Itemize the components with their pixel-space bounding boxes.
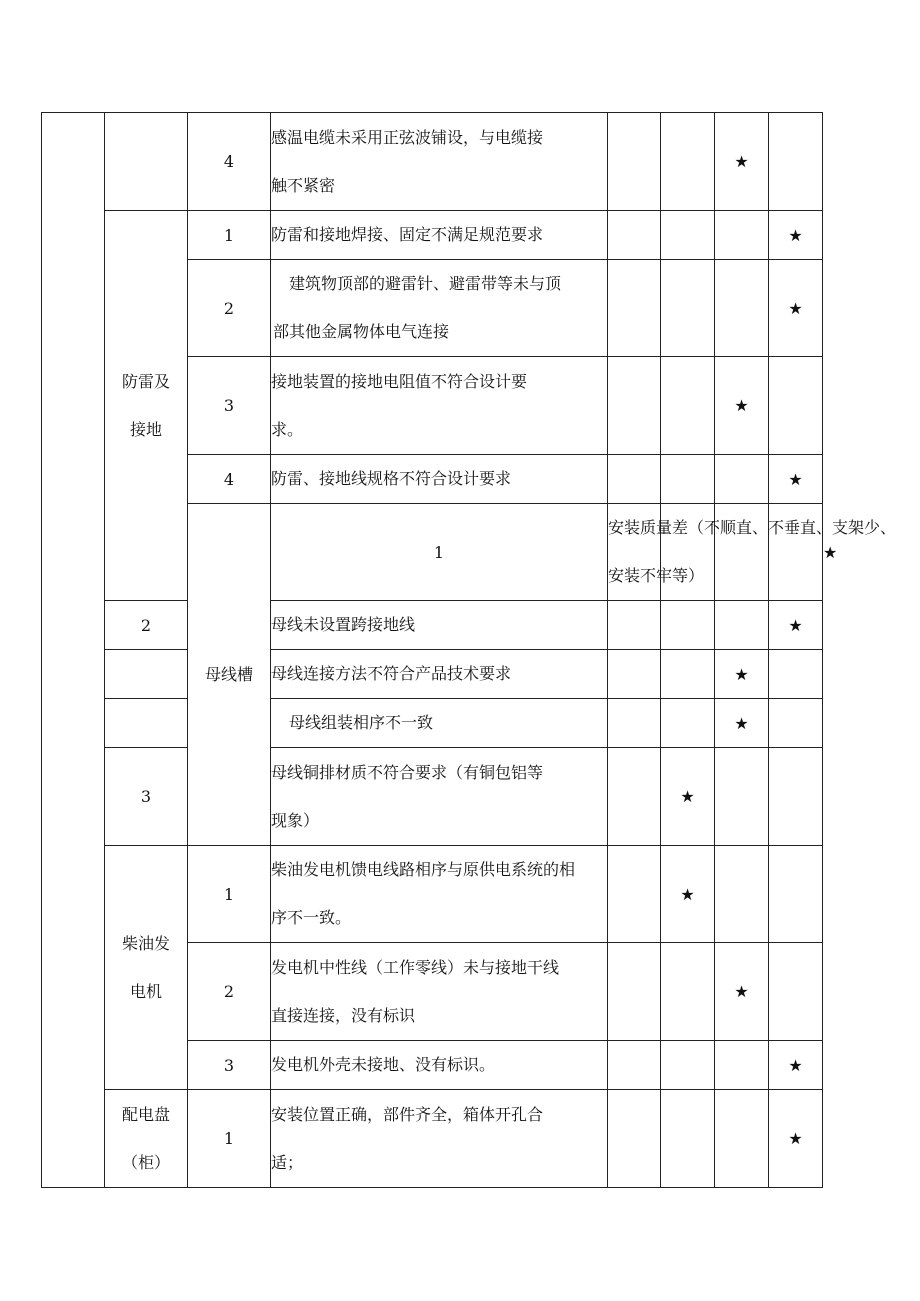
- rating-col-4: [769, 650, 823, 699]
- rating-col-1: [608, 650, 661, 699]
- rating-col-1: [608, 943, 661, 1041]
- rating-col-2: ★: [661, 846, 715, 943]
- item-description: 母线连接方法不符合产品技术要求: [271, 650, 608, 699]
- item-number: 2: [188, 260, 271, 357]
- item-description: 柴油发电机馈电线路相序与原供电系统的相 序不一致。: [271, 846, 608, 943]
- rating-col-3: ★: [715, 650, 769, 699]
- rating-col-2: [661, 1090, 715, 1188]
- rating-col-1: [608, 357, 661, 455]
- rating-col-2: [661, 357, 715, 455]
- item-number: 1: [188, 846, 271, 943]
- rating-col-4: [769, 113, 823, 211]
- category-lightning-grounding: 防雷及 接地: [105, 211, 188, 601]
- rating-col-2: [661, 1041, 715, 1090]
- item-description: 安装质量差（不顺直、不垂直、支架少、 安装不牢等）: [608, 504, 661, 601]
- rating-col-2: [661, 601, 715, 650]
- category-distribution-panel: 配电盘 （柜）: [105, 1090, 188, 1188]
- rating-col-4: ★: [769, 601, 823, 650]
- table-row: [42, 650, 823, 699]
- rating-col-1: [608, 113, 661, 211]
- rating-col-3: [715, 211, 769, 260]
- rating-col-4: ★: [769, 260, 823, 357]
- rating-col-3: [715, 260, 769, 357]
- item-description: 建筑物顶部的避雷针、避雷带等未与顶 部其他金属物体电气连接: [271, 260, 608, 357]
- rating-col-4: [769, 699, 823, 748]
- item-description: 感温电缆未采用正弦波铺设，与电缆接 触不紧密: [271, 113, 608, 211]
- rating-col-2: [661, 113, 715, 211]
- table-row: 母线槽 1 安装质量差（不顺直、不垂直、支架少、 安装不牢等） ★: [42, 504, 823, 601]
- item-number: [105, 650, 188, 699]
- rating-col-1: [608, 260, 661, 357]
- rating-col-2: [661, 699, 715, 748]
- rating-col-4: [769, 846, 823, 943]
- table-row: [42, 699, 823, 748]
- rating-col-1: [608, 699, 661, 748]
- rating-col-3: [715, 455, 769, 504]
- rating-col-3: [715, 748, 769, 846]
- item-description: 母线组装相序不一致: [271, 699, 608, 748]
- item-description: 接地装置的接地电阻值不符合设计要 求。: [271, 357, 608, 455]
- category-diesel-generator: 柴油发 电机: [105, 846, 188, 1090]
- table-row: [42, 1090, 823, 1188]
- rating-col-2: [661, 650, 715, 699]
- rating-col-1: [608, 211, 661, 260]
- rating-col-3: ★: [715, 357, 769, 455]
- item-description: 防雷和接地焊接、固定不满足规范要求: [271, 211, 608, 260]
- rating-col-4: ★: [769, 1090, 823, 1188]
- item-number: 1: [271, 504, 608, 601]
- item-description: 母线未设置跨接地线: [271, 601, 608, 650]
- rating-col-3: ★: [715, 113, 769, 211]
- item-number: 1: [188, 1090, 271, 1188]
- rating-col-2: [661, 943, 715, 1041]
- item-number: 2: [105, 601, 188, 650]
- rating-col-3: [715, 1090, 769, 1188]
- rating-col-1: [608, 1041, 661, 1090]
- item-description: 发电机外壳未接地、没有标识。: [271, 1041, 608, 1090]
- item-number: 4: [188, 455, 271, 504]
- rating-col-4: [769, 357, 823, 455]
- item-description: 防雷、接地线规格不符合设计要求: [271, 455, 608, 504]
- rating-col-3: [715, 1041, 769, 1090]
- item-description: 安装位置正确，部件齐全，箱体开孔合 适；: [271, 1090, 608, 1188]
- rating-col-1: [608, 748, 661, 846]
- rating-col-4: ★: [769, 1041, 823, 1090]
- item-number: 2: [188, 943, 271, 1041]
- item-number: 3: [105, 748, 188, 846]
- table-row: [42, 748, 823, 846]
- item-number: 1: [188, 211, 271, 260]
- table-row: [42, 601, 823, 650]
- rating-col-1: [608, 846, 661, 943]
- rating-col-2: [661, 211, 715, 260]
- rating-col-4: ★: [769, 211, 823, 260]
- rating-col-2: [661, 260, 715, 357]
- category-cell-empty: [105, 113, 188, 211]
- rating-col-3: [715, 601, 769, 650]
- rating-col-3: ★: [715, 943, 769, 1041]
- item-number: 3: [188, 357, 271, 455]
- category-busway: 母线槽: [188, 504, 271, 846]
- rating-col-3: [715, 846, 769, 943]
- rating-col-1: [608, 455, 661, 504]
- table-row: [42, 211, 823, 260]
- item-description: 发电机中性线（工作零线）未与接地干线 直接连接，没有标识: [271, 943, 608, 1041]
- rating-col-4: [769, 748, 823, 846]
- rating-col-3: ★: [715, 699, 769, 748]
- rating-col-4: ★: [769, 455, 823, 504]
- item-number: 4: [188, 113, 271, 211]
- rating-col-4: [769, 943, 823, 1041]
- rating-col-1: [608, 1090, 661, 1188]
- table-row: [42, 113, 823, 211]
- table-row: [42, 846, 823, 943]
- item-description: 母线铜排材质不符合要求（有铜包铝等 现象）: [271, 748, 608, 846]
- rating-col-2: ★: [661, 748, 715, 846]
- item-number: 3: [188, 1041, 271, 1090]
- item-number: [105, 699, 188, 748]
- rating-col-1: [608, 601, 661, 650]
- inspection-table: [41, 112, 897, 1188]
- left-blank-column: [42, 113, 105, 1188]
- rating-col-2: [661, 455, 715, 504]
